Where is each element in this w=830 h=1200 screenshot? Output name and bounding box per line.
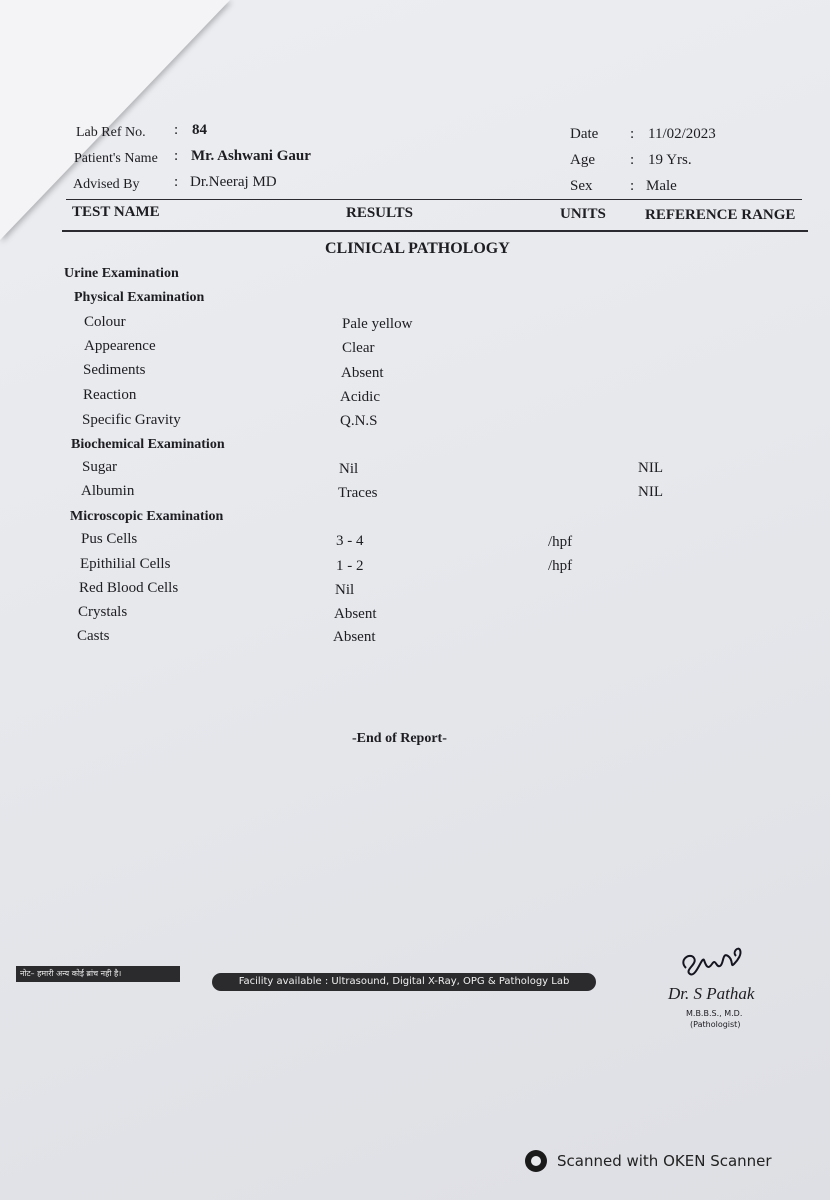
test-name: Specific Gravity <box>82 412 181 428</box>
test-result: Nil <box>339 461 359 477</box>
test-name: Sugar <box>82 459 117 475</box>
test-name: Albumin <box>81 483 135 499</box>
test-name: Colour <box>84 314 126 330</box>
age-value: 19 Yrs. <box>648 152 692 168</box>
lab-ref-sep: : <box>174 122 179 138</box>
doctor-qualification: M.B.B.S., M.D. <box>686 1009 743 1018</box>
advised-by-sep: : <box>174 174 179 190</box>
signature-image <box>672 938 752 988</box>
test-name: Casts <box>77 628 110 644</box>
header-bottom-rule <box>62 230 808 232</box>
test-reference: NIL <box>638 484 663 500</box>
doctor-name: Dr. S Pathak <box>668 984 755 1003</box>
test-unit: /hpf <box>548 534 573 550</box>
end-of-report: -End of Report- <box>352 731 447 746</box>
advised-by-value: Dr.Neeraj MD <box>190 174 277 190</box>
urine-examination-title: Urine Examination <box>64 266 179 281</box>
date-label: Date <box>570 126 599 142</box>
col-reference-range: REFERENCE RANGE <box>645 207 796 223</box>
branch-note: नोट– हमारी अन्य कोई ब्रांच नही है। <box>16 966 180 982</box>
test-result: Absent <box>334 606 377 622</box>
test-name: Red Blood Cells <box>79 580 179 596</box>
lab-ref-value: 84 <box>192 122 207 138</box>
test-name: Pus Cells <box>81 531 138 547</box>
patient-name-sep: : <box>174 148 179 164</box>
biochemical-examination-title: Biochemical Examination <box>71 437 225 452</box>
physical-examination-title: Physical Examination <box>74 290 205 305</box>
test-result: Acidic <box>340 389 380 405</box>
test-result: Absent <box>333 629 376 645</box>
test-name: Epithilial Cells <box>80 556 171 572</box>
test-result: 1 - 2 <box>336 558 364 574</box>
doctor-designation: (Pathologist) <box>690 1020 741 1029</box>
test-name: Reaction <box>83 387 137 403</box>
test-name: Appearence <box>84 338 156 354</box>
test-result: Clear <box>342 340 375 356</box>
sex-value: Male <box>646 178 677 194</box>
test-name: Sediments <box>83 362 146 378</box>
test-reference: NIL <box>638 460 663 476</box>
test-result: Traces <box>338 485 378 501</box>
test-result: Absent <box>341 365 384 381</box>
test-result: 3 - 4 <box>336 533 364 549</box>
col-units: UNITS <box>560 206 606 222</box>
header-top-rule <box>66 199 802 200</box>
test-result: Pale yellow <box>342 316 413 332</box>
facility-banner: Facility available : Ultrasound, Digital X-Ray, OPG & Pathology Lab <box>212 973 596 991</box>
age-sep: : <box>630 152 635 168</box>
sex-label: Sex <box>570 178 593 194</box>
age-label: Age <box>570 152 595 168</box>
patient-name-label: Patient's Name <box>74 151 158 166</box>
col-results: RESULTS <box>346 205 413 221</box>
test-result: Q.N.S <box>340 413 378 429</box>
patient-name-value: Mr. Ashwani Gaur <box>191 148 311 164</box>
scanner-watermark <box>525 1150 772 1172</box>
scanner-watermark-text: Scanned with OKEN Scanner <box>557 1152 772 1170</box>
section-title: CLINICAL PATHOLOGY <box>325 240 510 257</box>
advised-by-label: Advised By <box>73 177 140 192</box>
microscopic-examination-title: Microscopic Examination <box>70 509 224 524</box>
test-name: Crystals <box>78 604 128 620</box>
col-test-name: TEST NAME <box>72 204 160 220</box>
date-sep: : <box>630 126 635 142</box>
sex-sep: : <box>630 178 635 194</box>
test-result: Nil <box>335 582 355 598</box>
lab-ref-label: Lab Ref No. <box>76 125 146 140</box>
test-unit: /hpf <box>548 558 573 574</box>
scanner-logo-icon <box>525 1150 547 1172</box>
date-value: 11/02/2023 <box>648 126 716 142</box>
